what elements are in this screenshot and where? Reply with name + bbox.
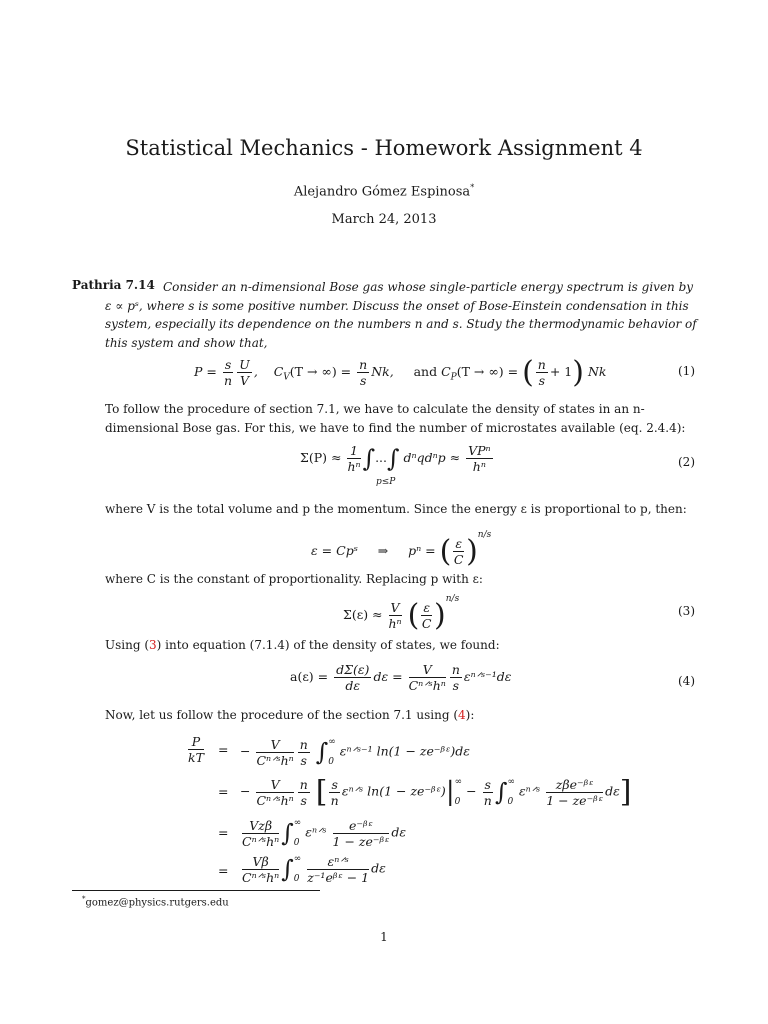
- deriv-l3-integral: ∫: [281, 819, 294, 847]
- author-footnote-mark: *: [470, 183, 475, 192]
- equation-2-number: (2): [678, 455, 695, 469]
- eq1-cv: C: [273, 364, 284, 379]
- deriv-l2-frac-n-s-num: n: [299, 776, 308, 792]
- page-number: 1: [380, 930, 388, 944]
- eq3-frac-v-hn-den: hⁿ: [388, 616, 402, 631]
- deriv-l4-frac-e: [307, 854, 369, 885]
- deriv-l1-frac-n-s-den: s: [300, 752, 307, 768]
- deriv-line3-eq: =: [218, 825, 229, 840]
- eq1-cv-sub: V: [283, 372, 290, 383]
- deriv-l2-frac-zbeta: [546, 777, 603, 808]
- eqp-frac-num: ε: [455, 536, 463, 551]
- equation-3-reference-link[interactable]: 3: [149, 638, 157, 652]
- p4-text-a: Using (: [105, 638, 150, 652]
- eq1-and: and: [413, 364, 438, 379]
- footnote-mark: *: [82, 895, 86, 903]
- eq1-frac-u-v-den: V: [240, 373, 250, 388]
- deriv-line1: [240, 732, 470, 772]
- eq4-frac-dsigma-num: dΣ(ε): [336, 662, 370, 677]
- deriv-l2-frac-s-n-2: [483, 777, 493, 808]
- deriv-l3-lower: 0: [293, 838, 300, 848]
- deriv-l4-lower: 0: [293, 874, 300, 884]
- deriv-l1-tail: εⁿᐟˢ⁻¹ ln(1 − ze⁻ᵝᵋ)dε: [339, 743, 470, 759]
- deriv-l2-lower: 0: [507, 797, 514, 807]
- eq4-mid: dε =: [373, 669, 403, 684]
- eq1-cp-sub: P: [450, 372, 457, 383]
- eq1-frac-n-s-2-num: n: [537, 357, 546, 372]
- eq1-frac-u-v-num: U: [239, 357, 250, 372]
- eq2-frac-1-hn-num: 1: [347, 443, 360, 459]
- eq1-frac-u-v: [237, 357, 252, 388]
- eq2-frac-vpn-hn-num: VPⁿ: [468, 443, 491, 458]
- deriv-l3-frac-e: [333, 818, 390, 849]
- eq3-frac-v-hn-num: V: [389, 600, 402, 616]
- deriv-frac-p-kt: [188, 734, 204, 765]
- equation-energy-momentum: ε = Cpˢ ⇒ pⁿ = ( $\frac{\varepsilon}{C}$ )$^{n/s}$: [311, 530, 492, 569]
- deriv-line1-eq: =: [218, 742, 229, 757]
- deriv-l2-frac-s-n: [329, 777, 339, 808]
- eq1-cv-tail: Nk,: [371, 364, 394, 379]
- deriv-l2-frac-s-n-2-den: n: [483, 792, 492, 808]
- problem-label: Pathria 7.14: [72, 278, 155, 292]
- paragraph-proportionality: where C is the constant of proportionality. Replacing p with ε:: [105, 572, 483, 586]
- eq2-frac-1-hn-den: hⁿ: [347, 459, 361, 474]
- eq1-frac-s-n-num: s: [224, 357, 232, 372]
- paragraph-density-of-states: To follow the procedure of section 7.1, we have to calculate the density of states in an n-dimensional Bose gas. For this, we have to find the number of microstates available (eq. 2.4.4):: [105, 402, 686, 435]
- eqp-left: ε = Cpˢ: [311, 543, 358, 558]
- eq2-frac-1-hn: [347, 443, 360, 474]
- equation-4-reference-link[interactable]: 4: [458, 708, 466, 722]
- deriv-l2-frac-s-n-num: s: [331, 776, 338, 792]
- eq3-exponent: n/s: [445, 594, 460, 604]
- eq4-frac-n-s: [450, 662, 462, 693]
- eq4-frac-v: [409, 662, 446, 693]
- deriv-l2-frac-v: [256, 777, 293, 808]
- deriv-l1-integral: ∫: [315, 738, 329, 766]
- document-date: March 24, 2013: [331, 212, 437, 227]
- deriv-l2-frac-v-num: V: [256, 777, 293, 793]
- deriv-l2-frac-n-s-den: s: [300, 792, 307, 808]
- deriv-l2-term1: εⁿᐟˢ ln(1 − ze⁻ᵝᵋ): [341, 783, 446, 799]
- deriv-l1-frac-v-den: Cⁿᐟˢhⁿ: [256, 752, 294, 768]
- deriv-l2-frac-s-n-den: n: [330, 792, 339, 808]
- footnote-email: gomez@physics.rutgers.edu: [85, 897, 229, 909]
- eq4-frac-dsigma: [334, 662, 371, 693]
- eq1-frac-n-s-num: n: [359, 357, 368, 372]
- author-line: [0, 183, 768, 199]
- footnote: [82, 895, 229, 908]
- eq4-frac-v-num: V: [409, 662, 446, 678]
- deriv-l4-frac-e-den: z⁻¹eᵝᵋ − 1: [307, 869, 370, 885]
- eq1-frac-s-n: [223, 357, 233, 388]
- deriv-line3: [240, 813, 406, 853]
- eq2-frac-vpn-hn-den: hⁿ: [472, 459, 486, 474]
- deriv-l2-eval-lower: 0: [454, 797, 461, 807]
- eqp-exponent: n/s: [477, 530, 492, 540]
- deriv-l4-frac-e-num: εⁿᐟˢ: [307, 854, 369, 870]
- eqp-right: pⁿ =: [408, 543, 436, 558]
- eqp-frac-den: C: [453, 552, 464, 567]
- eq4-tail: εⁿᐟˢ⁻¹dε: [463, 669, 512, 684]
- deriv-line4: [240, 849, 386, 889]
- deriv-l2-integral: ∫: [494, 778, 508, 806]
- deriv-l2-frac-zbeta-num: zβe⁻ᵝᵋ: [546, 777, 603, 793]
- paragraph-using-4: [105, 706, 697, 725]
- deriv-l3-mid: εⁿᐟˢ: [305, 824, 327, 840]
- deriv-line2-eq: =: [218, 784, 229, 799]
- deriv-lhs-num: P: [188, 734, 204, 750]
- eq1-p-lhs: P =: [194, 364, 217, 379]
- eq1-frac-n-s-den: s: [359, 373, 367, 388]
- deriv-l2-sign: −: [240, 783, 251, 799]
- equation-3-number: (3): [678, 604, 695, 618]
- eq3-frac-e-c: [421, 600, 432, 631]
- deriv-l3-upper: ∞: [293, 818, 302, 828]
- deriv-l2-frac-n-s: [298, 777, 310, 808]
- equation-4: [290, 662, 512, 693]
- eq1-cv-arg: (T → ∞) =: [289, 364, 352, 379]
- deriv-l2-minus: −: [466, 783, 477, 799]
- eq4-lhs: a(ε) =: [290, 669, 329, 684]
- deriv-l3-tail: dε: [391, 824, 407, 840]
- paragraph-using-3: [105, 636, 697, 655]
- deriv-l2-tail: dε: [605, 783, 620, 799]
- deriv-l3-frac-vzb-num: Vzβ: [242, 818, 279, 834]
- deriv-l4-tail: dε: [371, 860, 386, 876]
- eq4-frac-v-den: Cⁿᐟˢhⁿ: [408, 678, 446, 693]
- equation-2: [300, 443, 495, 474]
- deriv-l1-frac-n-s-num: n: [299, 736, 308, 752]
- eq4-frac-n-s-den: s: [452, 678, 460, 693]
- deriv-l3-frac-e-den: 1 − ze⁻ᵝᵋ: [332, 833, 390, 849]
- eq1-frac-s-n-den: n: [224, 373, 233, 388]
- equation-1: P = $\frac{s}{n}$ $\frac{U}{V}$ , $C_V(T$ → ∞) = $\frac{n}{s}$ Nk, and $C_P(T$ → ∞) = ( $\frac{n}{s}$ + 1) Nk: [194, 355, 607, 390]
- eqp-frac: [453, 536, 464, 567]
- equation-3: Σ(ε) ≈ $\frac{V}{\text{hⁿ}}$ ( $\frac{\varepsilon}{C}$ )$^{n/s}$: [343, 594, 460, 633]
- eq1-cp-tail: + 1: [549, 364, 573, 379]
- eq1-frac-n-s: [357, 357, 369, 388]
- eq3-frac-e-c-den: C: [421, 616, 432, 631]
- deriv-l4-upper: ∞: [293, 854, 302, 864]
- eq4-frac-dsigma-den: dε: [345, 678, 361, 693]
- eq3-frac-e-c-num: ε: [423, 600, 431, 615]
- eq2-limit: p≤P: [376, 477, 396, 487]
- eq2-frac-vpn-hn: [466, 443, 493, 474]
- p4-text-b: ) into equation (7.1.4) of the density of states, we found:: [156, 638, 500, 652]
- deriv-l2-upper: ∞: [507, 777, 515, 787]
- eq2-integral-sign-2: ∫: [387, 444, 400, 473]
- derivation-lhs: [186, 734, 206, 765]
- deriv-l1-frac-n-s: [298, 737, 310, 768]
- paragraph-volume-momentum: where V is the total volume and p the momentum. Since the energy ε is proportional to p, then:: [105, 502, 687, 516]
- eq2-dots: ...: [375, 450, 387, 465]
- deriv-l3-frac-vzb: [242, 818, 279, 849]
- problem-statement: Consider an n-dimensional Bose gas whose single-particle energy spectrum is given by ε ∝ pˢ, where s is some positive number. Discuss the onset of Bose-Einstein condensation in this system, especially its dependence on the numbers n and s. Study the thermodynamic behavior of this system and show that,: [105, 280, 697, 350]
- deriv-l2-mid: εⁿᐟˢ: [518, 783, 541, 799]
- eq1-cp: C: [441, 364, 451, 379]
- deriv-l2-frac-s-n-2-num: s: [484, 776, 491, 792]
- deriv-l4-integral: ∫: [281, 855, 294, 883]
- eq4-frac-n-s-num: n: [451, 662, 460, 677]
- deriv-l4-frac-vb: [242, 854, 279, 885]
- equation-1-number: (1): [678, 364, 695, 378]
- deriv-l4-frac-vb-num: Vβ: [242, 854, 279, 870]
- eq2-integrand: dⁿqdⁿp ≈: [403, 450, 461, 465]
- deriv-l2-frac-zbeta-den: 1 − ze⁻ᵝᵋ: [546, 792, 604, 808]
- eq1-cp-end: Nk: [587, 364, 607, 379]
- deriv-l3-frac-e-num: e⁻ᵝᵋ: [333, 818, 390, 834]
- eqp-arrow: ⇒: [377, 543, 389, 558]
- deriv-l1-lower: 0: [328, 757, 335, 767]
- author-name: Alejandro Gómez Espinosa: [293, 184, 471, 200]
- p5-text-a: Now, let us follow the procedure of the section 7.1 using (: [105, 708, 459, 722]
- eq3-lhs: Σ(ε) ≈: [343, 607, 383, 622]
- eq2-integral-sign-1: ∫: [362, 444, 376, 473]
- deriv-l2-eval-upper: ∞: [454, 777, 463, 787]
- p5-text-b: ):: [465, 708, 475, 722]
- deriv-l4-frac-vb-den: Cⁿᐟˢhⁿ: [242, 869, 280, 885]
- deriv-l1-upper: ∞: [328, 737, 336, 747]
- deriv-l1-frac-v: [256, 737, 293, 768]
- deriv-l1-frac-v-num: V: [256, 737, 293, 753]
- deriv-line4-eq: =: [218, 863, 229, 878]
- deriv-l3-frac-vzb-den: Cⁿᐟˢhⁿ: [242, 833, 280, 849]
- deriv-l1-sign: −: [240, 743, 251, 759]
- eq1-frac-n-s-2: [536, 357, 548, 388]
- deriv-l2-frac-v-den: Cⁿᐟˢhⁿ: [256, 792, 294, 808]
- eq1-cp-arg: (T → ∞) =: [456, 364, 519, 379]
- deriv-lhs-den: kT: [188, 750, 204, 765]
- footnote-separator: [72, 890, 320, 891]
- eq3-frac-v-hn: [389, 600, 402, 631]
- equation-4-number: (4): [678, 674, 695, 688]
- eq2-lhs: Σ(P) ≈: [300, 450, 342, 465]
- deriv-line2: − $\frac{V}{\text{Cⁿᐟˢhⁿ}}$ $\frac{n}{s}$ [ $\frac{s}{n}$ εⁿᐟˢ ln(1 − ze⁻ᵝᵋ)| ∞ 0 − $\frac{s}{n}$ ∫ ∞ 0 εⁿᐟˢ $\frac{\text{zβe⁻ᵝᵋ}}{\text{1 − ze⁻ᵝᵋ}}$ dε]: [240, 772, 632, 812]
- document-title: Statistical Mechanics - Homework Assignment 4: [125, 136, 643, 160]
- eq1-frac-n-s-2-den: s: [538, 373, 546, 388]
